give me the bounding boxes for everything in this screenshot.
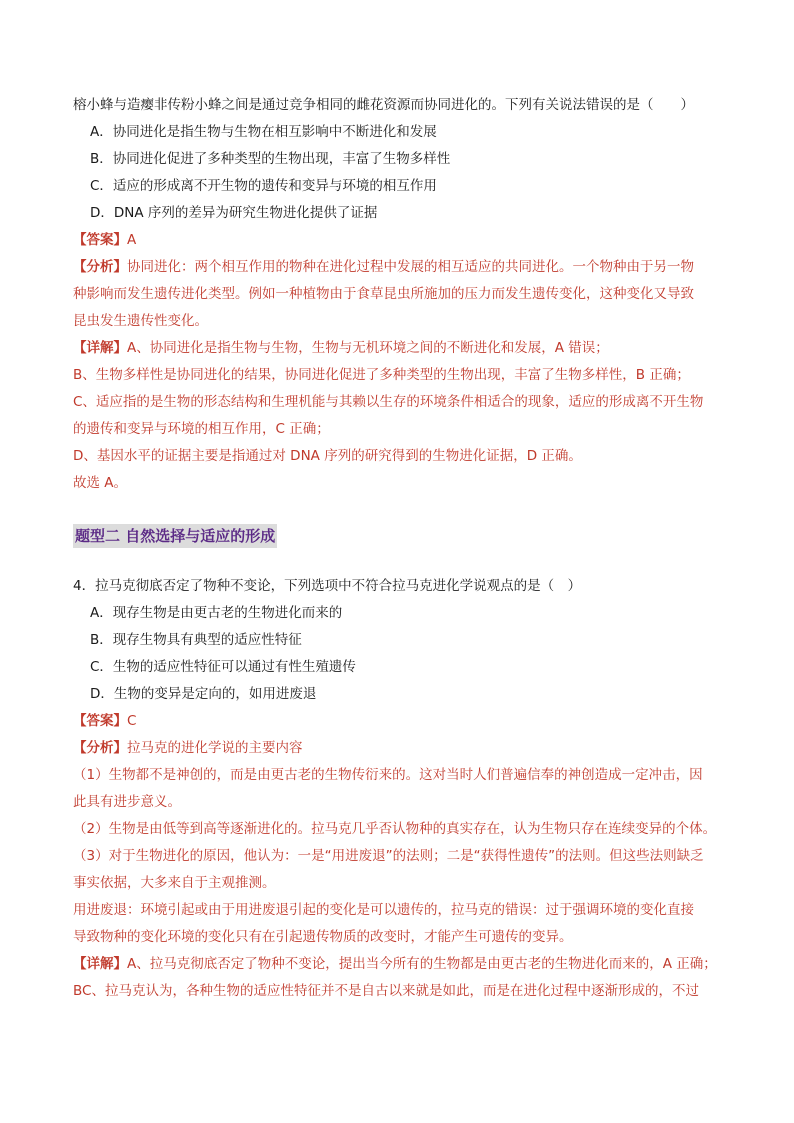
detail-text: 故选 A。	[73, 475, 128, 491]
question-3-detail-line	[73, 339, 609, 357]
question-3-option-d: D．DNA 序列的差异为研究生物进化提供了证据	[90, 205, 378, 221]
question-3-answer	[73, 231, 136, 249]
detail-text: BC、拉马克认为，各种生物的适应性特征并不是自古以来就是如此，而是在进化过程中逐渐形成的，不过	[73, 983, 699, 999]
detail-text: B、生物多样性是协同进化的结果，协同进化促进了多种类型的生物出现，丰富了生物多样性，B 正确；	[73, 367, 690, 383]
question-4-option-d: D．生物的变异是定向的，如用进废退	[90, 686, 317, 702]
question-3-option-a: A．协同进化是指生物与生物在相互影响中不断进化和发展	[90, 124, 437, 140]
analysis-text: 协同进化：两个相互作用的物种在进化过程中发展的相互适应的共同进化。一个物种由于另一物	[127, 259, 694, 275]
answer-value: C	[127, 713, 137, 729]
analysis-text: 昆虫发生遗传性变化。	[73, 313, 208, 329]
analysis-text: （1）生物都不是神创的，而是由更古老的生物传衍来的。这对当时人们普遍信奉的神创造成一定冲击，因	[73, 767, 703, 783]
detail-text: A、协同进化是指生物与生物，生物与无机环境之间的不断进化和发展，A 错误；	[127, 340, 609, 356]
question-4-option-c: C．生物的适应性特征可以通过有性生殖遗传	[90, 659, 356, 675]
analysis-text: 此具有进步意义。	[73, 794, 181, 810]
analysis-text: 事实依据，大多来自于主观推测。	[73, 875, 276, 891]
detail-tag: 【详解】	[73, 340, 127, 356]
question-4-analysis-line	[73, 739, 303, 757]
analysis-heading: 拉马克的进化学说的主要内容	[127, 740, 303, 756]
question-3-stem: 榕小蜂与造瘿非传粉小蜂之间是通过竞争相同的雌花资源而协同进化的。下列有关说法错误的是（ ）	[73, 97, 694, 113]
section-heading: 题型二 自然选择与适应的形成	[73, 524, 277, 548]
question-4-stem: 4．拉马克彻底否定了物种不变论，下列选项中不符合拉马克进化学说观点的是（ ）	[73, 578, 582, 594]
detail-text: 的遗传和变异与环境的相互作用，C 正确；	[73, 421, 330, 437]
answer-tag: 【答案】	[73, 713, 127, 729]
question-4-option-b: B．现存生物具有典型的适应性特征	[90, 632, 302, 648]
analysis-text: 导致物种的变化环境的变化只有在引起遗传物质的改变时，才能产生可遗传的变异。	[73, 929, 573, 945]
analysis-text: （2）生物是由低等到高等逐渐进化的。拉马克几乎否认物种的真实存在，认为生物只存在连续变异的个体。	[73, 821, 717, 837]
detail-text: A、拉马克彻底否定了物种不变论，提出当今所有的生物都是由更古老的生物进化而来的，A 正确；	[127, 956, 717, 972]
question-4-option-a: A．现存生物是由更古老的生物进化而来的	[90, 605, 343, 621]
analysis-tag: 【分析】	[73, 740, 127, 756]
analysis-text: 种影响而发生遗传进化类型。例如一种植物由于食草昆虫所施加的压力而发生遗传变化，这种变化又导致	[73, 286, 694, 302]
analysis-tag: 【分析】	[73, 259, 127, 275]
detail-text: D、基因水平的证据主要是指通过对 DNA 序列的研究得到的生物进化证据，D 正确。	[73, 448, 582, 464]
question-3-analysis-line	[73, 258, 694, 276]
question-4-detail-line	[73, 955, 717, 973]
question-3-option-b: B．协同进化促进了多种类型的生物出现，丰富了生物多样性	[90, 151, 451, 167]
analysis-text: （3）对于生物进化的原因，他认为：一是“用进废退”的法则；二是“获得性遗传”的法则。但这些法则缺乏	[73, 848, 704, 864]
detail-text: C、适应指的是生物的形态结构和生理机能与其赖以生存的环境条件相适合的现象，适应的形成离不开生物	[73, 394, 704, 410]
question-4-answer	[73, 712, 136, 730]
detail-tag: 【详解】	[73, 956, 127, 972]
answer-value: A	[127, 232, 137, 248]
answer-tag: 【答案】	[73, 232, 127, 248]
analysis-text: 用进废退：环境引起或由于用进废退引起的变化是可以遗传的，拉马克的错误：过于强调环境的变化直接	[73, 902, 694, 918]
question-3-option-c: C．适应的形成离不开生物的遗传和变异与环境的相互作用	[90, 178, 437, 194]
